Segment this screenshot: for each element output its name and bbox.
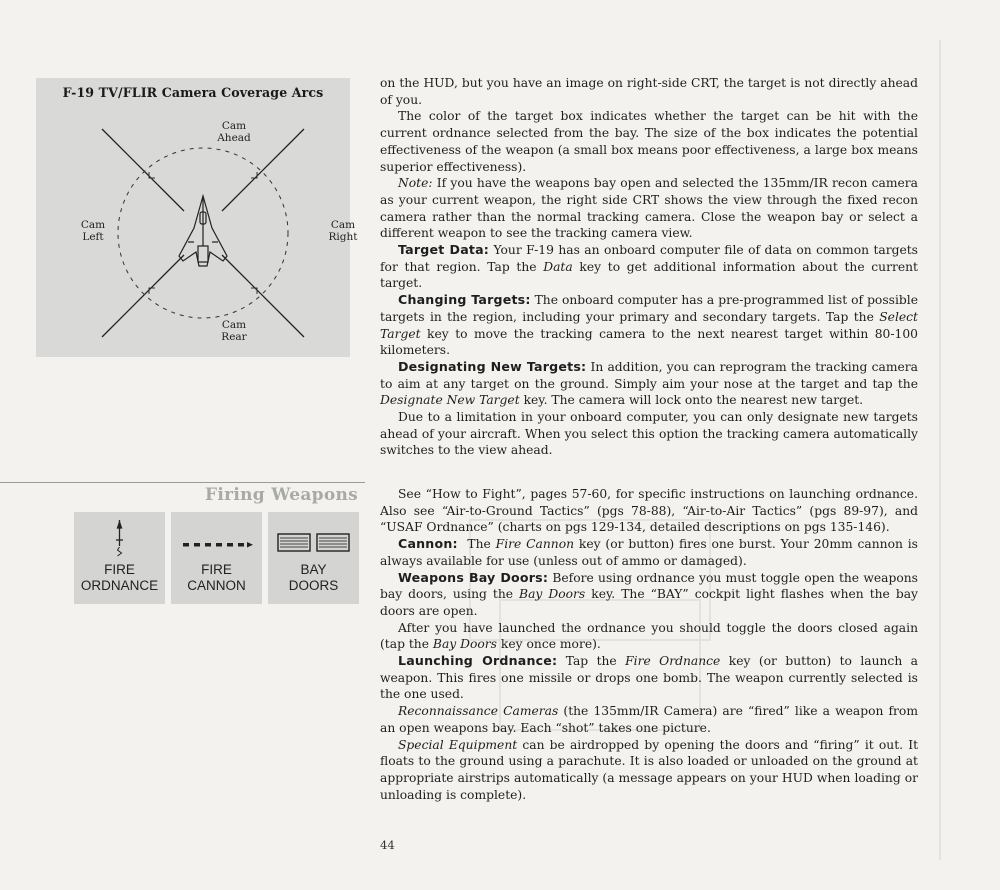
text-run: key. The camera will lock onto the nearest new target. (519, 393, 864, 408)
cam-right-label (320, 219, 366, 243)
camera-coverage-diagram (36, 78, 358, 357)
paragraph-designating-targets (380, 359, 918, 409)
designating-targets-heading: Designating New Targets: (398, 358, 587, 374)
missile-icon (74, 516, 165, 560)
cannon-heading: Cannon: (398, 536, 458, 552)
text-run: Your F-19 has an onboard computer file of data on common targets for that region. Tap the (380, 243, 918, 274)
section-divider (0, 482, 365, 483)
key-name: Fire Ordnance (625, 654, 721, 669)
text-run: After you have launched the ordnance you should toggle the doors closed again (tap the (380, 620, 918, 652)
paragraph-cannon (380, 536, 918, 569)
bay-doors-label: BAY DOORS (288, 562, 339, 593)
weapon-keys (74, 512, 364, 604)
page-number: 44 (380, 838, 395, 852)
paragraph: on the HUD, but you have an image on right-side CRT, the target is not directly ahead of you. (380, 76, 918, 107)
cam-ahead-text: Cam Ahead (217, 120, 251, 144)
key-name: Select Target (380, 309, 918, 341)
section-heading-firing-weapons: Firing Weapons (205, 485, 358, 505)
bay-doors-key (268, 512, 359, 604)
text-run: Before using ordnance you must toggle open the weapons bay doors, using the (380, 570, 918, 602)
text-column-bottom (380, 486, 918, 803)
fire-ordnance-key (74, 512, 165, 604)
text-column-top (380, 75, 918, 459)
fire-ordnance-label: FIRE ORDNANCE (80, 562, 159, 593)
bay-doors-heading: Weapons Bay Doors: (398, 569, 549, 585)
text-run: In addition, you can reprogram the tracking camera to aim at any target on the ground. Simply aim your nose at the target and tap the (380, 359, 918, 391)
launching-ordnance-heading: Launching Ordnance: (398, 653, 558, 669)
text-run: key once more). (497, 637, 601, 652)
target-data-heading: Target Data: (398, 242, 490, 258)
paragraph (380, 620, 918, 653)
cam-rear-label (206, 319, 262, 343)
text-run: key. The “BAY” cockpit light flashes when the bay doors are open. (380, 587, 918, 618)
cam-rear-text: Cam Rear (221, 319, 247, 343)
note-text: If you have the weapons bay open and selected the 135mm/IR recon camera as your current weapon, the right side CRT shows the view through the fixed recon camera rather than the normal tracking camera. Close the weapon bay or select a different weapon to see the tracking camera view. (380, 176, 918, 241)
f19-aircraft-icon (179, 196, 227, 266)
note-label: Note: (398, 176, 433, 191)
text-run: The (457, 537, 496, 552)
text-run: key (or button) fires one burst. Your 20mm cannon is always available for use (unless out of ammo or damaged). (380, 537, 918, 568)
bay-doors-icon (268, 516, 359, 560)
key-name: Designate New Target (380, 393, 520, 408)
text-run: Tap the (557, 654, 626, 669)
key-name: Bay Doors (432, 637, 497, 652)
paragraph-bay-doors (380, 570, 918, 620)
paragraph-launching-ordnance (380, 653, 918, 703)
text-run: The onboard computer has a pre-programmed list of possible targets in the region, including your primary and secondary targets. Tap the (380, 293, 918, 324)
key-name: Fire Cannon (495, 537, 575, 552)
text-run: key to move the tracking camera to the next nearest target within 80-100 kilometers. (380, 326, 918, 358)
fire-cannon-label: FIRE CANNON (187, 562, 246, 593)
term: Special Equipment (398, 737, 518, 752)
paragraph-changing-targets (380, 292, 918, 359)
paragraph: See “How to Fight”, pages 57-60, for specific instructions on launching ordnance. Also see “Air-to-Ground Tactics” (pgs 78-88), “Air-to-Air Tactics” (pgs 89-97), and “USAF Ordnance” (charts on pgs 129-134, detailed descriptions on pgs 135-146). (380, 487, 918, 535)
cam-right-text: Cam Right (328, 219, 358, 243)
cam-ahead-label (206, 120, 262, 144)
cam-left-label (70, 219, 116, 243)
text-run: can be airdropped by opening the doors and “firing” it out. It floats to the ground using a parachute. It is also loaded or unloaded on the ground at appropriate airstrips automatically (a message appears on your HUD when loading or unloading is complete). (380, 737, 919, 802)
paragraph-note (380, 175, 918, 242)
key-name: Bay Doors (519, 587, 586, 602)
text-run: (the 135mm/IR Camera) are “fired” like a weapon from an open weapons bay. Each “shot” takes one picture. (380, 704, 918, 735)
text-run: key to get additional information about the current target. (380, 259, 918, 291)
paragraph: The color of the target box indicates whether the target can be hit with the current ordnance selected from the bay. The size of the box indicates the potential effectiveness of the weapon (a small box means poor effectiveness, a large box means superior effectiveness). (380, 109, 918, 174)
paragraph-special-equipment (380, 737, 918, 804)
term: Reconnaissance Cameras (398, 704, 559, 719)
cannon-dashes-icon (171, 516, 262, 560)
diagram-title: F-19 TV/FLIR Camera Coverage Arcs (62, 85, 324, 100)
text-run: key (or button) to launch a weapon. This fires one missile or drops one bomb. The weapon currently selected is the one used. (380, 654, 918, 702)
paragraph: Due to a limitation in your onboard computer, you can only designate new targets ahead of your aircraft. When you select this option the tracking camera automatically switches to the view ahead. (380, 410, 918, 458)
paragraph-recon-cameras (380, 703, 918, 736)
key-name: Data (543, 259, 573, 274)
coverage-arcs-graphic (36, 78, 350, 357)
cam-left-text: Cam Left (80, 219, 106, 243)
fire-cannon-key (171, 512, 262, 604)
changing-targets-heading: Changing Targets: (398, 292, 531, 308)
paragraph-target-data (380, 242, 918, 292)
